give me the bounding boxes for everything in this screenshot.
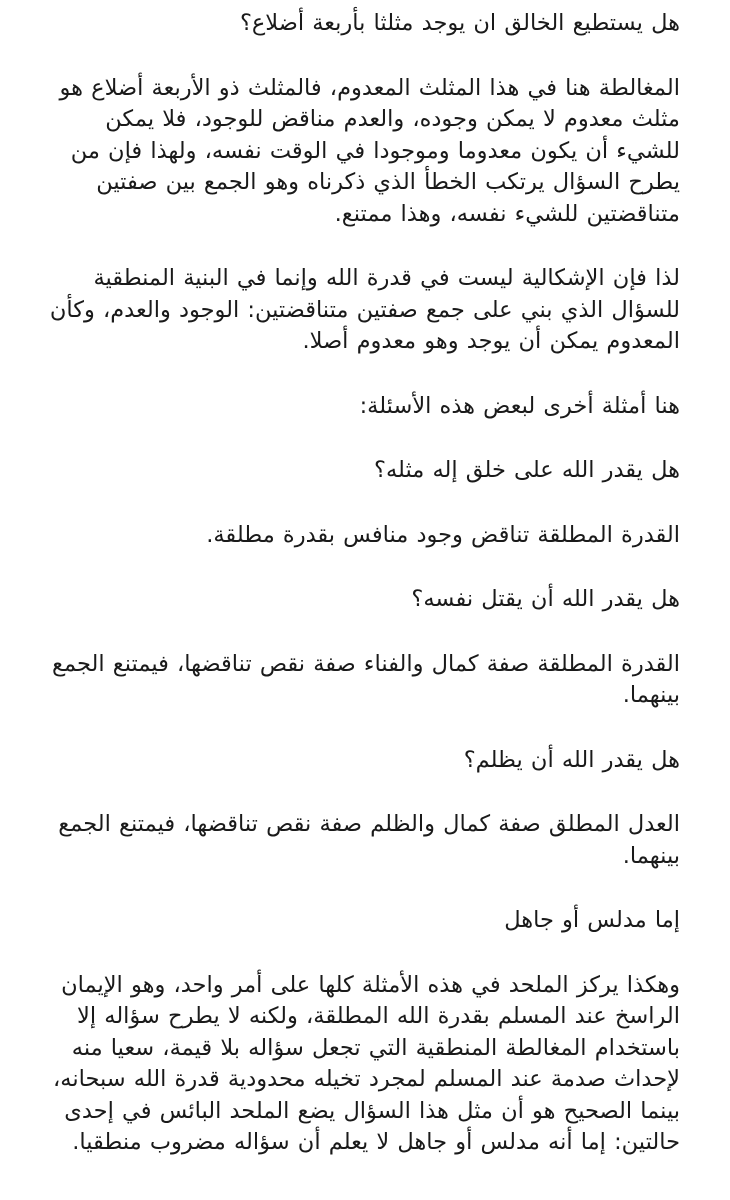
paragraph-logical-structure: لذا فإن الإشكالية ليست في قدرة الله وإنما في البنية المنطقية للسؤال الذي بني على جمع صفتين متناقضتين: الوجود والعدم، وكأن المعدوم يمكن أن يوجد وهو معدوم أصلا. <box>49 265 680 354</box>
paragraph-conclusion: وهكذا يركز الملحد في هذه الأمثلة كلها على أمر واحد، وهو الإيمان الراسخ عند المسلم بقدرة الله المطلقة، ولكنه لا يطرح سؤاله إلا باستخدام المغالطة المنطقية التي تجعل سؤاله بلا قيمة، سعيا منه لإحداث صدمة عند المسلم لمجرد تخيله محدودية قدرة الله سبحانه، بينما الصحيح هو أن مثل هذا السؤال يضع الملحد البائس في إحدى حالتين: إما أنه مدلس أو جاهل لا يعلم أن سؤاله مضروب منطقيا. <box>53 971 680 1155</box>
answer-create-equal-god: القدرة المطلقة تناقض وجود منافس بقدرة مطلقة. <box>206 521 680 548</box>
question-create-equal-god: هل يقدر الله على خلق إله مثله؟ <box>374 457 680 483</box>
answer-kill-himself: القدرة المطلقة صفة كمال والفناء صفة نقص تناقضها، فيمتنع الجمع بينهما. <box>52 650 680 708</box>
paragraph-more-examples-intro: هنا أمثلة أخرى لبعض هذه الأسئلة: <box>359 392 680 419</box>
section-heading-deceiver-or-ignorant: إما مدلس أو جاهل <box>504 907 680 933</box>
question-injustice: هل يقدر الله أن يظلم؟ <box>463 746 680 773</box>
question-four-sided-triangle: هل يستطيع الخالق ان يوجد مثلثا بأربعة أضلاع؟ <box>239 10 680 36</box>
question-kill-himself: هل يقدر الله أن يقتل نفسه؟ <box>411 586 680 612</box>
paragraph-fallacy-explanation: المغالطة هنا في هذا المثلث المعدوم، فالمثلث ذو الأربعة أضلاع هو مثلث معدوم لا يمكن وجوده، والعدم مناقض للوجود، فلا يمكن للشيء أن يكون معدوما وموجودا في الوقت نفسه، ولهذا فإن من يطرح السؤال يرتكب الخطأ الذي ذكرناه وهو الجمع بين صفتين متناقضتين للشيء نفسه، وهذا ممتنع. <box>59 74 680 227</box>
answer-injustice: العدل المطلق صفة كمال والظلم صفة نقص تناقضها، فيمتنع الجمع بينهما. <box>58 811 680 869</box>
